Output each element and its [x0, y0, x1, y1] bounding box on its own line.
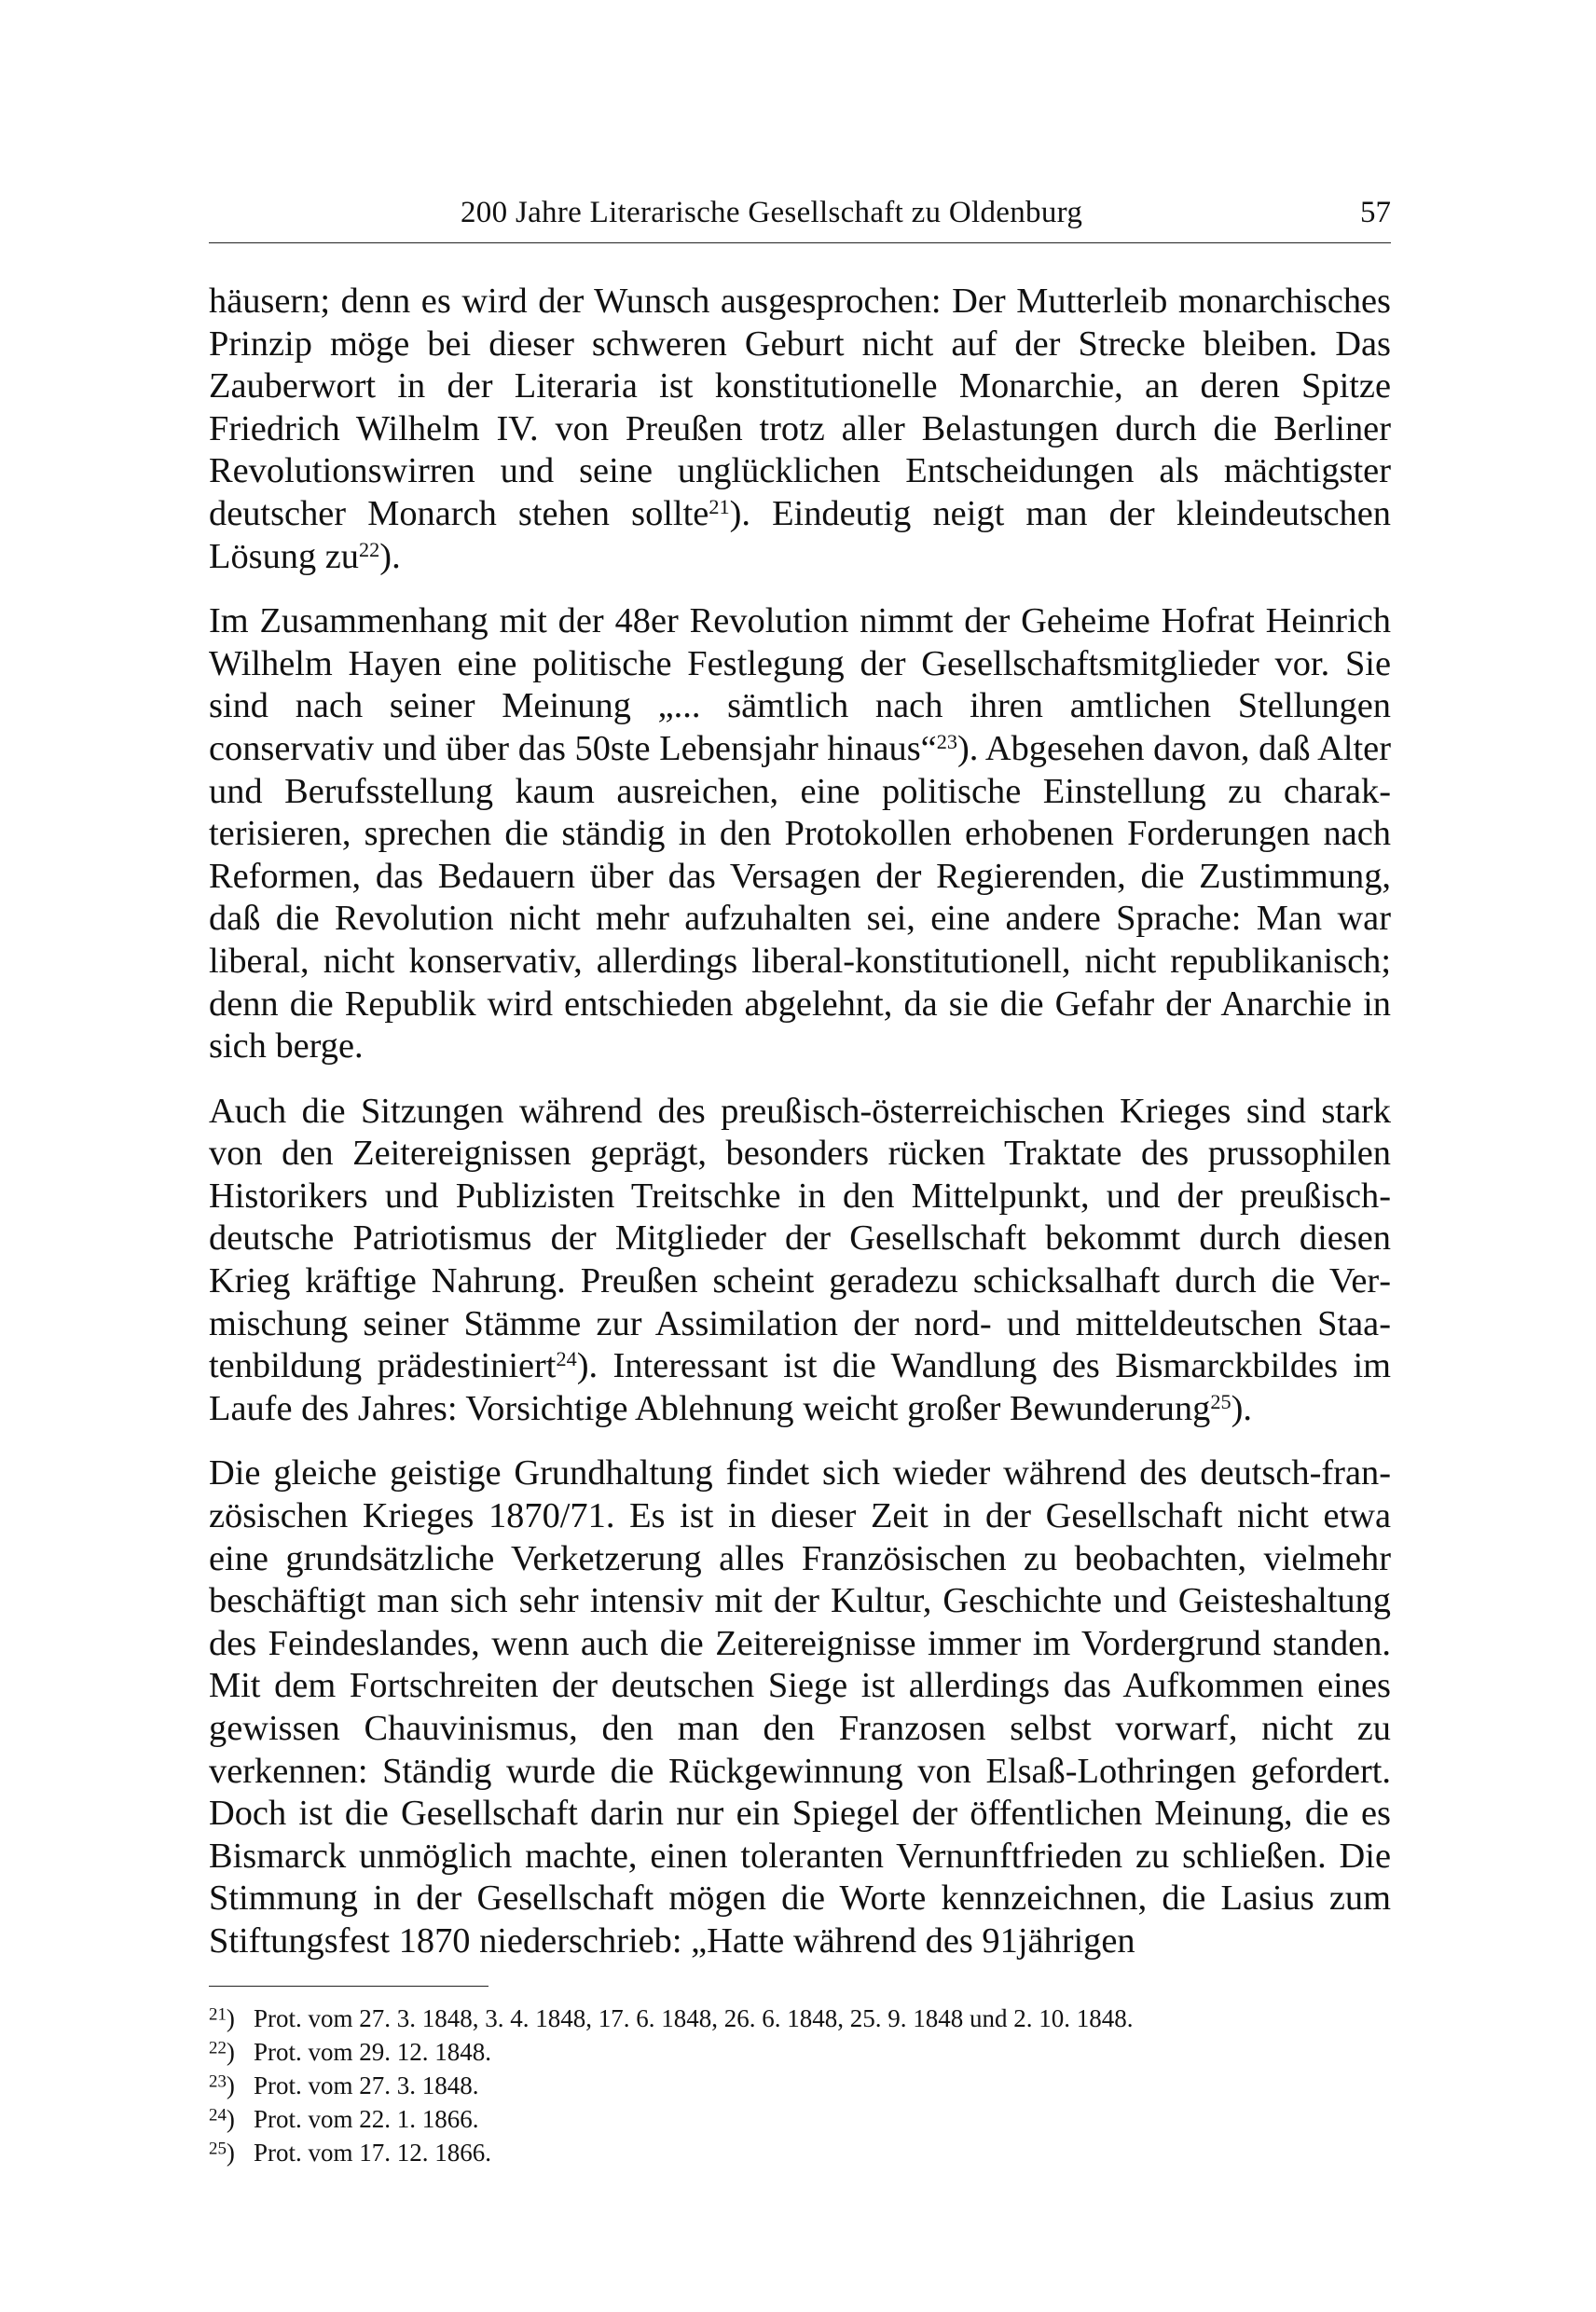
footnote-number: 21 — [209, 2004, 227, 2025]
paragraph-text: häusern; denn es wird der Wunsch ausgesprochen: Der Mutterleib monarchisches Prinzip möge bei dieser schweren Geburt nicht auf der Strecke bleiben. Das Zauberwort in der Literaria ist konstitutionelle Monarchie, an deren Spitze Friedrich Wilhelm IV. von Preußen trotz aller Belastungen durch die Berliner Revolutionswirren und seine unglücklichen Entscheidungen als mächtigster deutscher Monarch stehen sollte — [209, 282, 1391, 533]
footnote-text: Prot. vom 27. 3. 1848. — [254, 2071, 479, 2099]
footnote-number: 25 — [209, 2139, 227, 2159]
page-number: 57 — [1360, 196, 1391, 229]
footnote-text: Prot. vom 22. 1. 1866. — [254, 2104, 479, 2133]
paragraph — [209, 281, 1391, 578]
footnote-reference: 23 — [936, 729, 957, 753]
paragraph-text: ). — [1231, 1388, 1252, 1428]
page — [209, 186, 1391, 2169]
footnote-text: Prot. vom 27. 3. 1848, 3. 4. 1848, 17. 6. 1848, 26. 6. 1848, 25. 9. 1848 und 2. 10. 1848. — [254, 2003, 1134, 2032]
footnote-text: Prot. vom 29. 12. 1848. — [254, 2037, 492, 2066]
paragraph — [209, 1452, 1391, 1962]
footnote-reference: 21 — [709, 494, 730, 518]
paragraph-text: ). Eindeutig neigt man der kleindeutschen Lösung zu — [209, 493, 1391, 576]
footnote-number: 23 — [209, 2071, 227, 2092]
footnote-number: 22 — [209, 2038, 227, 2058]
paragraph — [209, 1091, 1391, 1431]
footnote: $^{25}$) Prot. vom 17. 12. 1866. — [209, 2138, 492, 2167]
paragraph-text: Im Zusammenhang mit der 48er Revolution nimmt der Geheime Hofrat Heinrich Wilhelm Hayen eine politische Festlegung der Gesellschaftsmitglieder vor. Sie sind nach seiner Meinung „... sämtlich nach ihren amtlichen Stellungen conservativ und über das 50ste Lebensjahr hinaus“ — [209, 601, 1391, 768]
footnote-number: 24 — [209, 2105, 227, 2126]
footnote-reference: 22 — [359, 537, 380, 561]
footnote-divider — [209, 1986, 488, 1987]
paragraph-text: ). — [379, 536, 401, 576]
footnote: $^{23}$) Prot. vom 27. 3. 1848. — [209, 2071, 479, 2099]
footnote-reference: 24 — [556, 1347, 577, 1371]
footnote-text: Prot. vom 17. 12. 1866. — [254, 2138, 492, 2167]
running-header — [209, 186, 1391, 243]
body-text — [209, 281, 1391, 1963]
paragraph-text: Auch die Sitzungen während des preußisch-österreichischen Krieges sind stark von den Zeitereignissen geprägt, besonders rücken Traktate des prussophilen Historikers und Publizisten Treitschke in den Mittelpunkt, und der preußischdeutsche Patriotismus der Mitglieder der Gesellschaft bekommt durch diesen Krieg kräftige Nahrung. Preußen scheint geradezu schicksalhaft durch die Vermischung seiner Stämme zur Assimilation der nord- und mitteldeutschen Staatenbildung prädestiniert — [209, 1091, 1391, 1386]
paragraph-text: ). Abgesehen davon, daß Alter und Berufsstellung kaum ausreichen, eine politische Einstellung zu charakterisieren, sprechen die ständig in den Protokollen erhobenen Forderungen nach Reformen, das Bedauern über das Versagen der Regierenden, die Zustimmung, daß die Revolution nicht mehr aufzuhalten sei, eine andere Sprache: Man war liberal, nicht konservativ, allerdings liberal-konstitutionell, nicht republikanisch; denn die Republik wird entschieden abgelehnt, da sie die Gefahr der Anarchie in sich berge. — [209, 728, 1391, 1067]
paragraph-text: Die gleiche geistige Grundhaltung findet sich wieder während des deutsch-französischen Krieges 1870/71. Es ist in dieser Zeit in der Gesellschaft nicht etwa eine grundsätzliche Verketzerung alles Französischen zu beobachten, vielmehr beschäftigt man sich sehr intensiv mit der Kultur, Geschichte und Geisteshaltung des Feindeslandes, wenn auch die Zeitereignisse immer im Vordergrund standen. Mit dem Fortschreiten der deutschen Siege ist allerdings das Aufkommen eines gewissen Chauvinismus, den man den Franzosen selbst vorwarf, nicht zu verkennen: Ständig wurde die Rückgewinnung von Elsaß-Lothringen gefordert. Doch ist die Gesellschaft darin nur ein Spiegel der öffentlichen Meinung, die es Bismarck unmöglich machte, einen toleranten Vernunftfrieden zu schließen. Die Stimmung in der Gesellschaft mögen die Worte kennzeichnen, die Lasius zum Stiftungsfest 1870 niederschrieb: „Hatte während des 91jährigen — [209, 1453, 1391, 1961]
footnote: $^{21}$) Prot. vom 27. 3. 1848, 3. 4. 1848, 17. 6. 1848, 26. 6. 1848, 25. 9. 1848 und 2. 10. 1848. — [209, 2003, 1134, 2032]
footnotes — [209, 2002, 1391, 2169]
paragraph — [209, 600, 1391, 1068]
footnote: $^{24}$) Prot. vom 22. 1. 1866. — [209, 2104, 479, 2133]
footnote-reference: 25 — [1210, 1389, 1231, 1413]
paragraph-text: ). Interessant ist die Wandlung des Bismarckbildes im Laufe des Jahres: Vorsichtige Ablehnung weicht großer Bewunderung — [209, 1346, 1392, 1428]
footnote: $^{22}$) Prot. vom 29. 12. 1848. — [209, 2037, 492, 2066]
running-title: 200 Jahre Literarische Gesellschaft zu Oldenburg — [461, 196, 1083, 229]
